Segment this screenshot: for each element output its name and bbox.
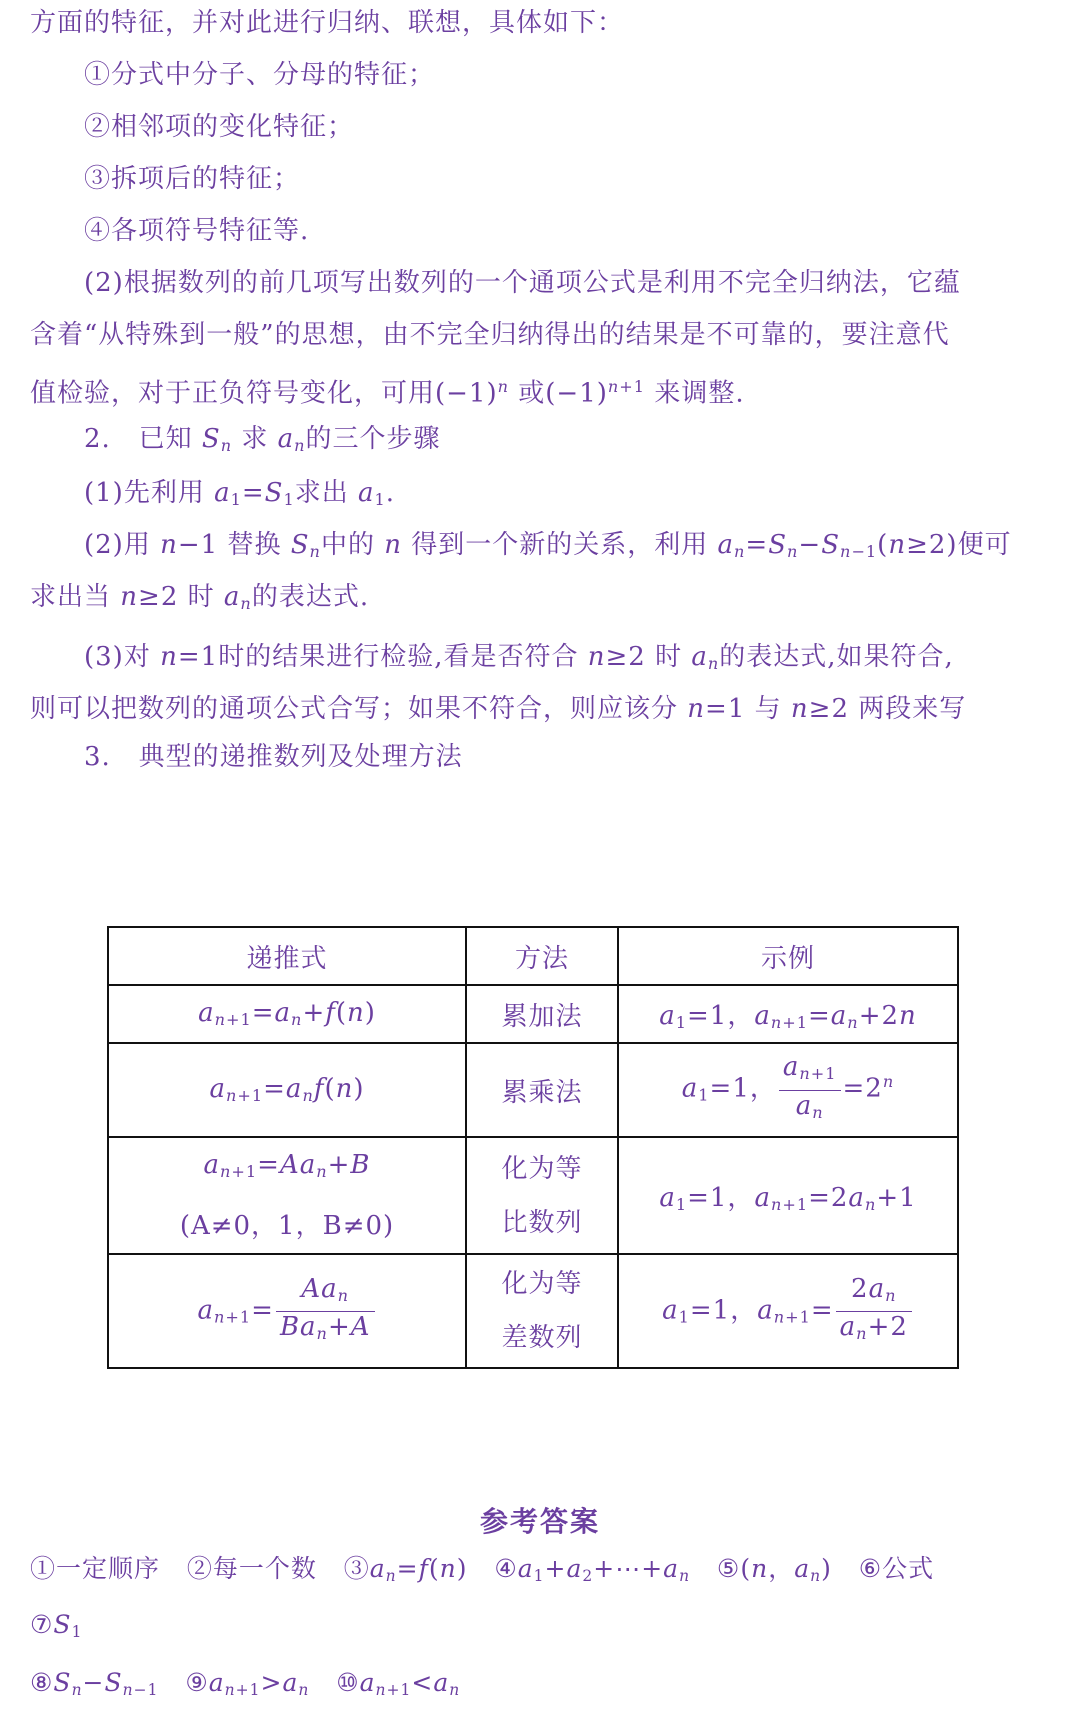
answer-item: ⑤(n，$a_n$) xyxy=(716,1554,832,1585)
text-fragment: 时的结果进行检验,看是否符合 xyxy=(218,642,579,672)
table-header: 示例 xyxy=(618,927,958,985)
text-fragment: 则可以把数列的通项公式合写；如果不符合，则应该分 xyxy=(30,694,679,724)
answers-title: 参考答案 xyxy=(479,1505,600,1538)
method-cell xyxy=(466,1254,618,1368)
feature-item: ②相邻项的变化特征； xyxy=(84,112,355,142)
text-fragment: (1)先利用 xyxy=(84,478,205,508)
method-cell xyxy=(466,1137,618,1254)
text-fragment: 或(−1) xyxy=(518,378,608,409)
section-number: 2. xyxy=(84,424,111,454)
text-fragment: 求出 xyxy=(294,478,349,508)
method-cell: 累加法 xyxy=(466,985,618,1043)
answer-item: $⑧S_n-S_{n-1}$ xyxy=(30,1668,159,1699)
answer-item: $⑦S_1$ xyxy=(30,1610,83,1641)
answers-line xyxy=(30,1552,934,1593)
section-number: 3. xyxy=(84,742,111,772)
recurrence-formula: $a_{n+1}=Aa_n+B$ (A≠0，1，B≠0) xyxy=(108,1137,466,1254)
step-line: 则可以把数列的通项公式合写；如果不符合，则应该分 n=1 与 n≥2 两段来写 xyxy=(30,694,967,724)
text-fragment: 便可 xyxy=(957,530,1012,560)
answer-item: $③a_n=f(n)$ xyxy=(343,1554,468,1585)
step-line: (1)先利用 $a_1=S_1$求出 $a_1$. xyxy=(84,478,396,510)
step-line: (2)用 n−1 替换 $S_n$中的 n 得到一个新的关系，利用 $a_n=S_n-S_{n-1}(n\ge 2)$便可 xyxy=(84,530,1012,562)
text-fragment: (3)对 xyxy=(84,642,151,672)
answer-item: ⑥公式 xyxy=(858,1554,935,1583)
table-header: 方法 xyxy=(466,927,618,985)
text-fragment: 的表达式,如果符合, xyxy=(719,642,954,672)
text-fragment: 与 xyxy=(754,694,782,724)
recurrence-formula: $a_{n+1}=$ $\frac{Aa_n}{Ba_n+A}$ xyxy=(108,1254,466,1368)
table-row xyxy=(108,985,958,1043)
recurrence-table xyxy=(107,926,959,1369)
section-heading xyxy=(84,740,463,774)
method-text: 化为等 xyxy=(501,1153,583,1184)
text-fragment: 来调整. xyxy=(654,378,745,409)
step-line: 求出当 n≥2 时 $a_n$的表达式. xyxy=(30,582,370,614)
answers-line xyxy=(30,1666,460,1707)
table-header: 递推式 xyxy=(108,927,466,985)
answer-item: ①一定顺序 xyxy=(30,1554,161,1583)
text-fragment: 时 xyxy=(655,642,683,672)
answer-item: $④a_1+a_2+\cdots+a_n$ xyxy=(494,1554,691,1585)
table-header-row xyxy=(108,927,958,985)
answers-line xyxy=(30,1608,82,1649)
feature-item: ③拆项后的特征； xyxy=(84,164,301,194)
table-row xyxy=(108,1043,958,1137)
example-cell: $a_1=1$，$a_{n+1}=$ $\frac{2a_n}{a_n+2}$ xyxy=(618,1254,958,1368)
paragraph-line: 值检验，对于正负符号变化，可用$(-1)^n$ 或$(-1)^{n+1}$ 来调整. xyxy=(30,377,745,409)
method-cell: 累乘法 xyxy=(466,1043,618,1137)
text-fragment: 替换 xyxy=(227,530,282,560)
example-cell: $a_1=1$， $\frac{a_{n+1}}{a_n}$ $=2^n$ xyxy=(618,1043,958,1137)
feature-item: ④各项符号特征等. xyxy=(84,216,310,246)
paragraph-line: (2)根据数列的前几项写出数列的一个通项公式是利用不完全归纳法，它蕴 xyxy=(84,268,961,298)
recurrence-condition: (A≠0，1，B≠0) xyxy=(179,1211,395,1242)
text-fragment: 中的 xyxy=(320,530,375,560)
answer-item: $⑩a_{n+1}<a_n$ xyxy=(336,1668,461,1699)
method-text: 化为等 xyxy=(501,1269,583,1300)
method-text: 差数列 xyxy=(501,1323,583,1354)
text-fragment: 两段来写 xyxy=(858,694,967,724)
answer-item: $⑨a_{n+1}>a_n$ xyxy=(185,1668,310,1699)
text-fragment: 得到一个新的关系，利用 xyxy=(411,530,709,560)
intro-line: 方面的特征，并对此进行归纳、联想，具体如下： xyxy=(30,8,625,38)
text-fragment: 求出当 xyxy=(30,582,112,612)
recurrence-formula: $a_{n+1}=a_n+f(n)$ xyxy=(108,985,466,1043)
answer-item: ②每一个数 xyxy=(186,1554,317,1583)
text-fragment: 的表达式. xyxy=(251,582,370,612)
paragraph-line: 含着“从特殊到一般”的思想，由不完全归纳得出的结果是不可靠的，要注意代 xyxy=(30,320,950,350)
section-heading: 2. 已知 $S_n$ 求 $a_n$的三个步骤 xyxy=(84,424,441,456)
step-line: (3)对 n=1时的结果进行检验,看是否符合 n≥2 时 $a_n$的表达式,如果符合, xyxy=(84,642,954,674)
text-fragment: 时 xyxy=(187,582,215,612)
text-fragment: 求 xyxy=(241,424,269,454)
example-cell: $a_1=1$，$a_{n+1}=2a_n+1$ xyxy=(618,1137,958,1254)
section-title: 典型的递推数列及处理方法 xyxy=(138,742,463,772)
text-fragment: 已知 xyxy=(138,424,193,454)
text-fragment: (2)用 xyxy=(84,530,151,560)
example-cell: $a_1=1$，$a_{n+1}=a_n+2n$ xyxy=(618,985,958,1043)
text-fragment: 值检验，对于正负符号变化，可用(−1) xyxy=(30,378,498,409)
method-text: 比数列 xyxy=(501,1207,583,1238)
recurrence-formula: $a_{n+1}=a_nf(n)$ xyxy=(108,1043,466,1137)
table-row xyxy=(108,1137,958,1254)
feature-item: ①分式中分子、分母的特征； xyxy=(84,60,436,90)
table-row xyxy=(108,1254,958,1368)
text-fragment: 的三个步骤 xyxy=(305,424,441,454)
